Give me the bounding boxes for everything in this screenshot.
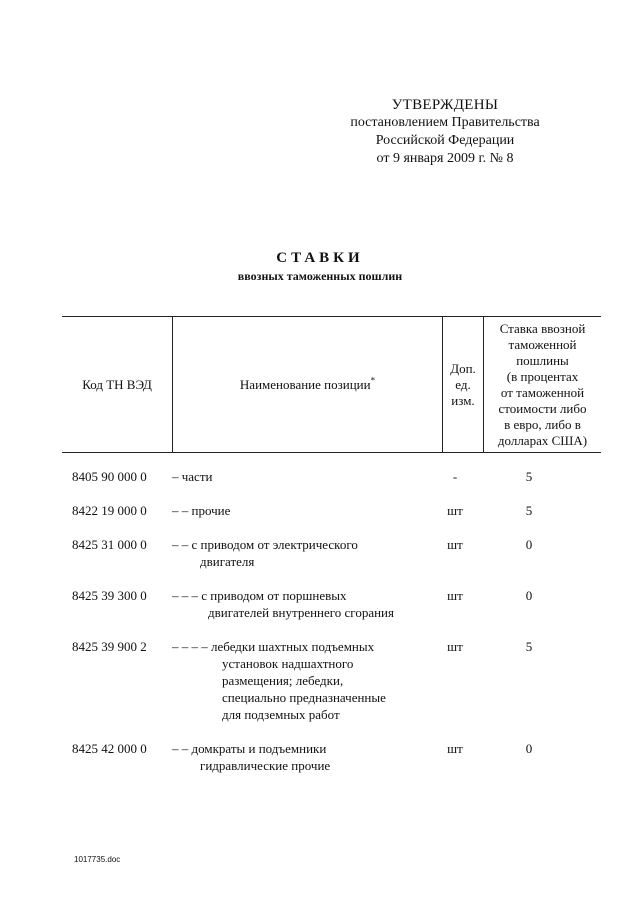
row-unit: шт (447, 741, 463, 756)
header-code: Код ТН ВЭД (62, 317, 173, 453)
row-name: – – домкраты и подъемники гидравлические прочие (172, 741, 331, 773)
table-row (62, 468, 582, 485)
table-row (62, 536, 582, 570)
row-rate: 0 (525, 741, 533, 756)
row-code: 8425 42 000 0 (72, 741, 147, 756)
table-row (62, 587, 582, 621)
approval-heading: УТВЕРЖДЕНЫ (391, 97, 499, 113)
row-unit: - (452, 469, 458, 484)
row-code: 8425 39 300 0 (72, 588, 147, 603)
row-name: – части (172, 469, 213, 484)
table-row (62, 740, 582, 774)
table-row (62, 638, 582, 723)
approval-line-3: от 9 января 2009 г. № 8 (376, 151, 514, 166)
row-code: 8405 90 000 0 (72, 469, 147, 484)
header-rate: Ставка ввозной таможенной пошлины (в процентах от таможенной стоимости либо в евро, либо в долларах США) (484, 317, 602, 453)
row-name: – – прочие (172, 503, 231, 518)
document-title-block (0, 248, 640, 284)
row-name: – – – – лебедки шахтных подъемных установок надшахтного размещения; лебедки, специально предназначенные для подземных работ (172, 639, 386, 722)
approval-line-2: Российской Федерации (375, 133, 515, 148)
table-header (62, 316, 601, 453)
header-unit: Доп. ед. изм. (443, 317, 484, 453)
row-code: 8422 19 000 0 (72, 503, 147, 518)
document-footer: 1017735.doc (74, 855, 121, 864)
row-rate: 0 (525, 588, 533, 603)
table-row (62, 502, 582, 519)
approval-block (300, 96, 590, 168)
document-subtitle: ввозных таможенных пошлин (237, 269, 403, 283)
row-code: 8425 39 900 2 (72, 639, 147, 654)
row-unit: шт (447, 588, 463, 603)
row-code: 8425 31 000 0 (72, 537, 147, 552)
row-unit: шт (447, 503, 463, 518)
document-title: СТАВКИ (276, 250, 364, 266)
row-unit: шт (447, 537, 463, 552)
footnote-mark: * (370, 375, 376, 386)
row-name: – – – с приводом от поршневых двигателей внутреннего сгорания (172, 588, 394, 620)
row-rate: 5 (525, 469, 533, 484)
header-name: Наименование позиции* (173, 317, 443, 453)
row-rate: 5 (525, 639, 533, 654)
row-name: – – с приводом от электрического двигателя (172, 537, 358, 569)
row-rate: 0 (525, 537, 533, 552)
table-body (62, 468, 582, 791)
row-unit: шт (447, 639, 463, 654)
row-rate: 5 (525, 503, 533, 518)
approval-line-1: постановлением Правительства (350, 115, 540, 130)
